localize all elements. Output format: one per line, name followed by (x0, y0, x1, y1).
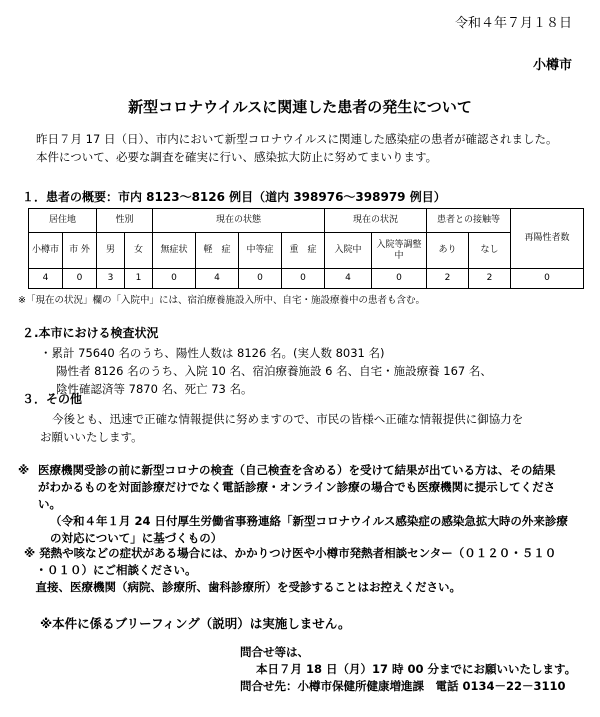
notice-line: がわかるものを対面診療だけでなく電話診療・オンライン診療の場合でも医療機関に提示してくださ (38, 480, 556, 494)
section3-heading: ３．その他 (22, 392, 83, 406)
value-cell: 1 (125, 269, 153, 289)
document-date: 令和４年７月１８日 (454, 16, 572, 31)
notice-fever-consultation (24, 545, 556, 596)
notice-line: 医療機関受診の前に新型コロナの検査（自己検査を含める）を受けて結果が出ている方は、その結果 (38, 463, 556, 477)
section2-heading: ２.本市における検査状況 (22, 326, 159, 340)
contact-line: 問合せ等は、 (240, 645, 309, 659)
subheader-mild: 軽 症 (196, 233, 239, 269)
value-cell: 4 (325, 269, 372, 289)
table-footnote: ※「現在の状況」欄の「入院中」には、宿泊療養施設入所中、自宅・施設療養中の患者も含む。 (18, 295, 425, 306)
notice-no-briefing: ※本件に係るブリーフィング（説明）は実施しません。 (40, 616, 351, 631)
notice-line: い。 (38, 497, 61, 511)
subheader-asymptomatic: 無症状 (153, 233, 196, 269)
group-header-contact: 患者との接触等 (427, 209, 511, 233)
value-cell: 2 (469, 269, 511, 289)
group-header-status: 現在の状況 (325, 209, 427, 233)
value-cell: 0 (372, 269, 427, 289)
notice-line: 直接、医療機関（病院、診療所、歯科診療所）を受診することはお控えください。 (24, 580, 461, 594)
contact-line: 本日７月 18 日（月）17 時 00 分までにお願いいたします。 (256, 662, 577, 676)
value-cell: 4 (196, 269, 239, 289)
notice-line: （令和４年１月 24 日付厚生労働省事務連絡「新型コロナウイルス感染症の感染急拡大時の外来診療 (50, 514, 568, 528)
section3-line: お願いいたします。 (40, 430, 143, 444)
section2-body (40, 344, 492, 398)
intro-paragraph (36, 130, 558, 166)
issuing-organization: 小樽市 (532, 58, 572, 73)
value-cell: 0 (239, 269, 282, 289)
contact-line: 問合せ先：小樽市保健所健康増進課 電話 0134－22－3110 (240, 679, 566, 693)
group-header-residence: 居住地 (29, 209, 97, 233)
notice-test-results (18, 462, 584, 547)
value-cell: 0 (282, 269, 325, 289)
notice-mark: ※ (18, 463, 30, 477)
section2-line: 陽性者 8126 名のうち、入院 10 名、宿泊療養施設 6 名、自宅・施設療養 167 名、 (56, 364, 492, 378)
subheader-otaru: 小樽市 (29, 233, 63, 269)
value-cell: 4 (29, 269, 63, 289)
subheader-adjusting: 入院等調整中 (372, 233, 427, 269)
section2-line: ・累計 75640 名のうち、陽性人数は 8126 名。(実人数 8031 名) (40, 346, 385, 360)
intro-line: 本件について、必要な調査を確実に行い、感染拡大防止に努めてまいります。 (36, 150, 438, 164)
intro-line: 昨日７月 17 日（日）、市内において新型コロナウイルスに関連した感染症の患者が確認されました。 (36, 132, 558, 146)
group-header-sex: 性別 (97, 209, 153, 233)
value-cell: 0 (511, 269, 584, 289)
subheader-male: 男 (97, 233, 125, 269)
notice-line: ※ 発熱や咳などの症状がある場合には、かかりつけ医や小樽市発熱者相談センター（０１２０・５１０ (24, 546, 557, 560)
value-cell: 0 (153, 269, 196, 289)
subheader-female: 女 (125, 233, 153, 269)
subheader-severe: 重 症 (282, 233, 325, 269)
section2-line: 陰性確認済等 7870 名、死亡 73 名。 (56, 382, 253, 396)
contact-info (240, 644, 576, 695)
notice-line: ・０１０）にご相談ください。 (24, 563, 197, 577)
value-cell: 3 (97, 269, 125, 289)
value-cell: 0 (63, 269, 97, 289)
patient-summary-table (28, 208, 584, 289)
group-header-condition: 現在の状態 (153, 209, 325, 233)
section3-body (40, 410, 523, 446)
subheader-contact-yes: あり (427, 233, 469, 269)
subheader-contact-no: なし (469, 233, 511, 269)
notice-line: の対応について」に基づくもの） (50, 531, 223, 545)
subheader-outside: 市 外 (63, 233, 97, 269)
document-title: 新型コロナウイルスに関連した患者の発生について (128, 98, 472, 116)
section1-heading: １．患者の概要：市内 8123～8126 例目（道内 398976～398979 例目） (22, 190, 446, 204)
subheader-moderate: 中等症 (239, 233, 282, 269)
value-cell: 2 (427, 269, 469, 289)
group-header-repositive: 再陽性者数 (511, 209, 584, 269)
subheader-hospitalized: 入院中 (325, 233, 372, 269)
section3-line: 今後とも、迅速で正確な情報提供に努めますので、市民の皆様へ正確な情報提供に御協力を (52, 412, 524, 426)
